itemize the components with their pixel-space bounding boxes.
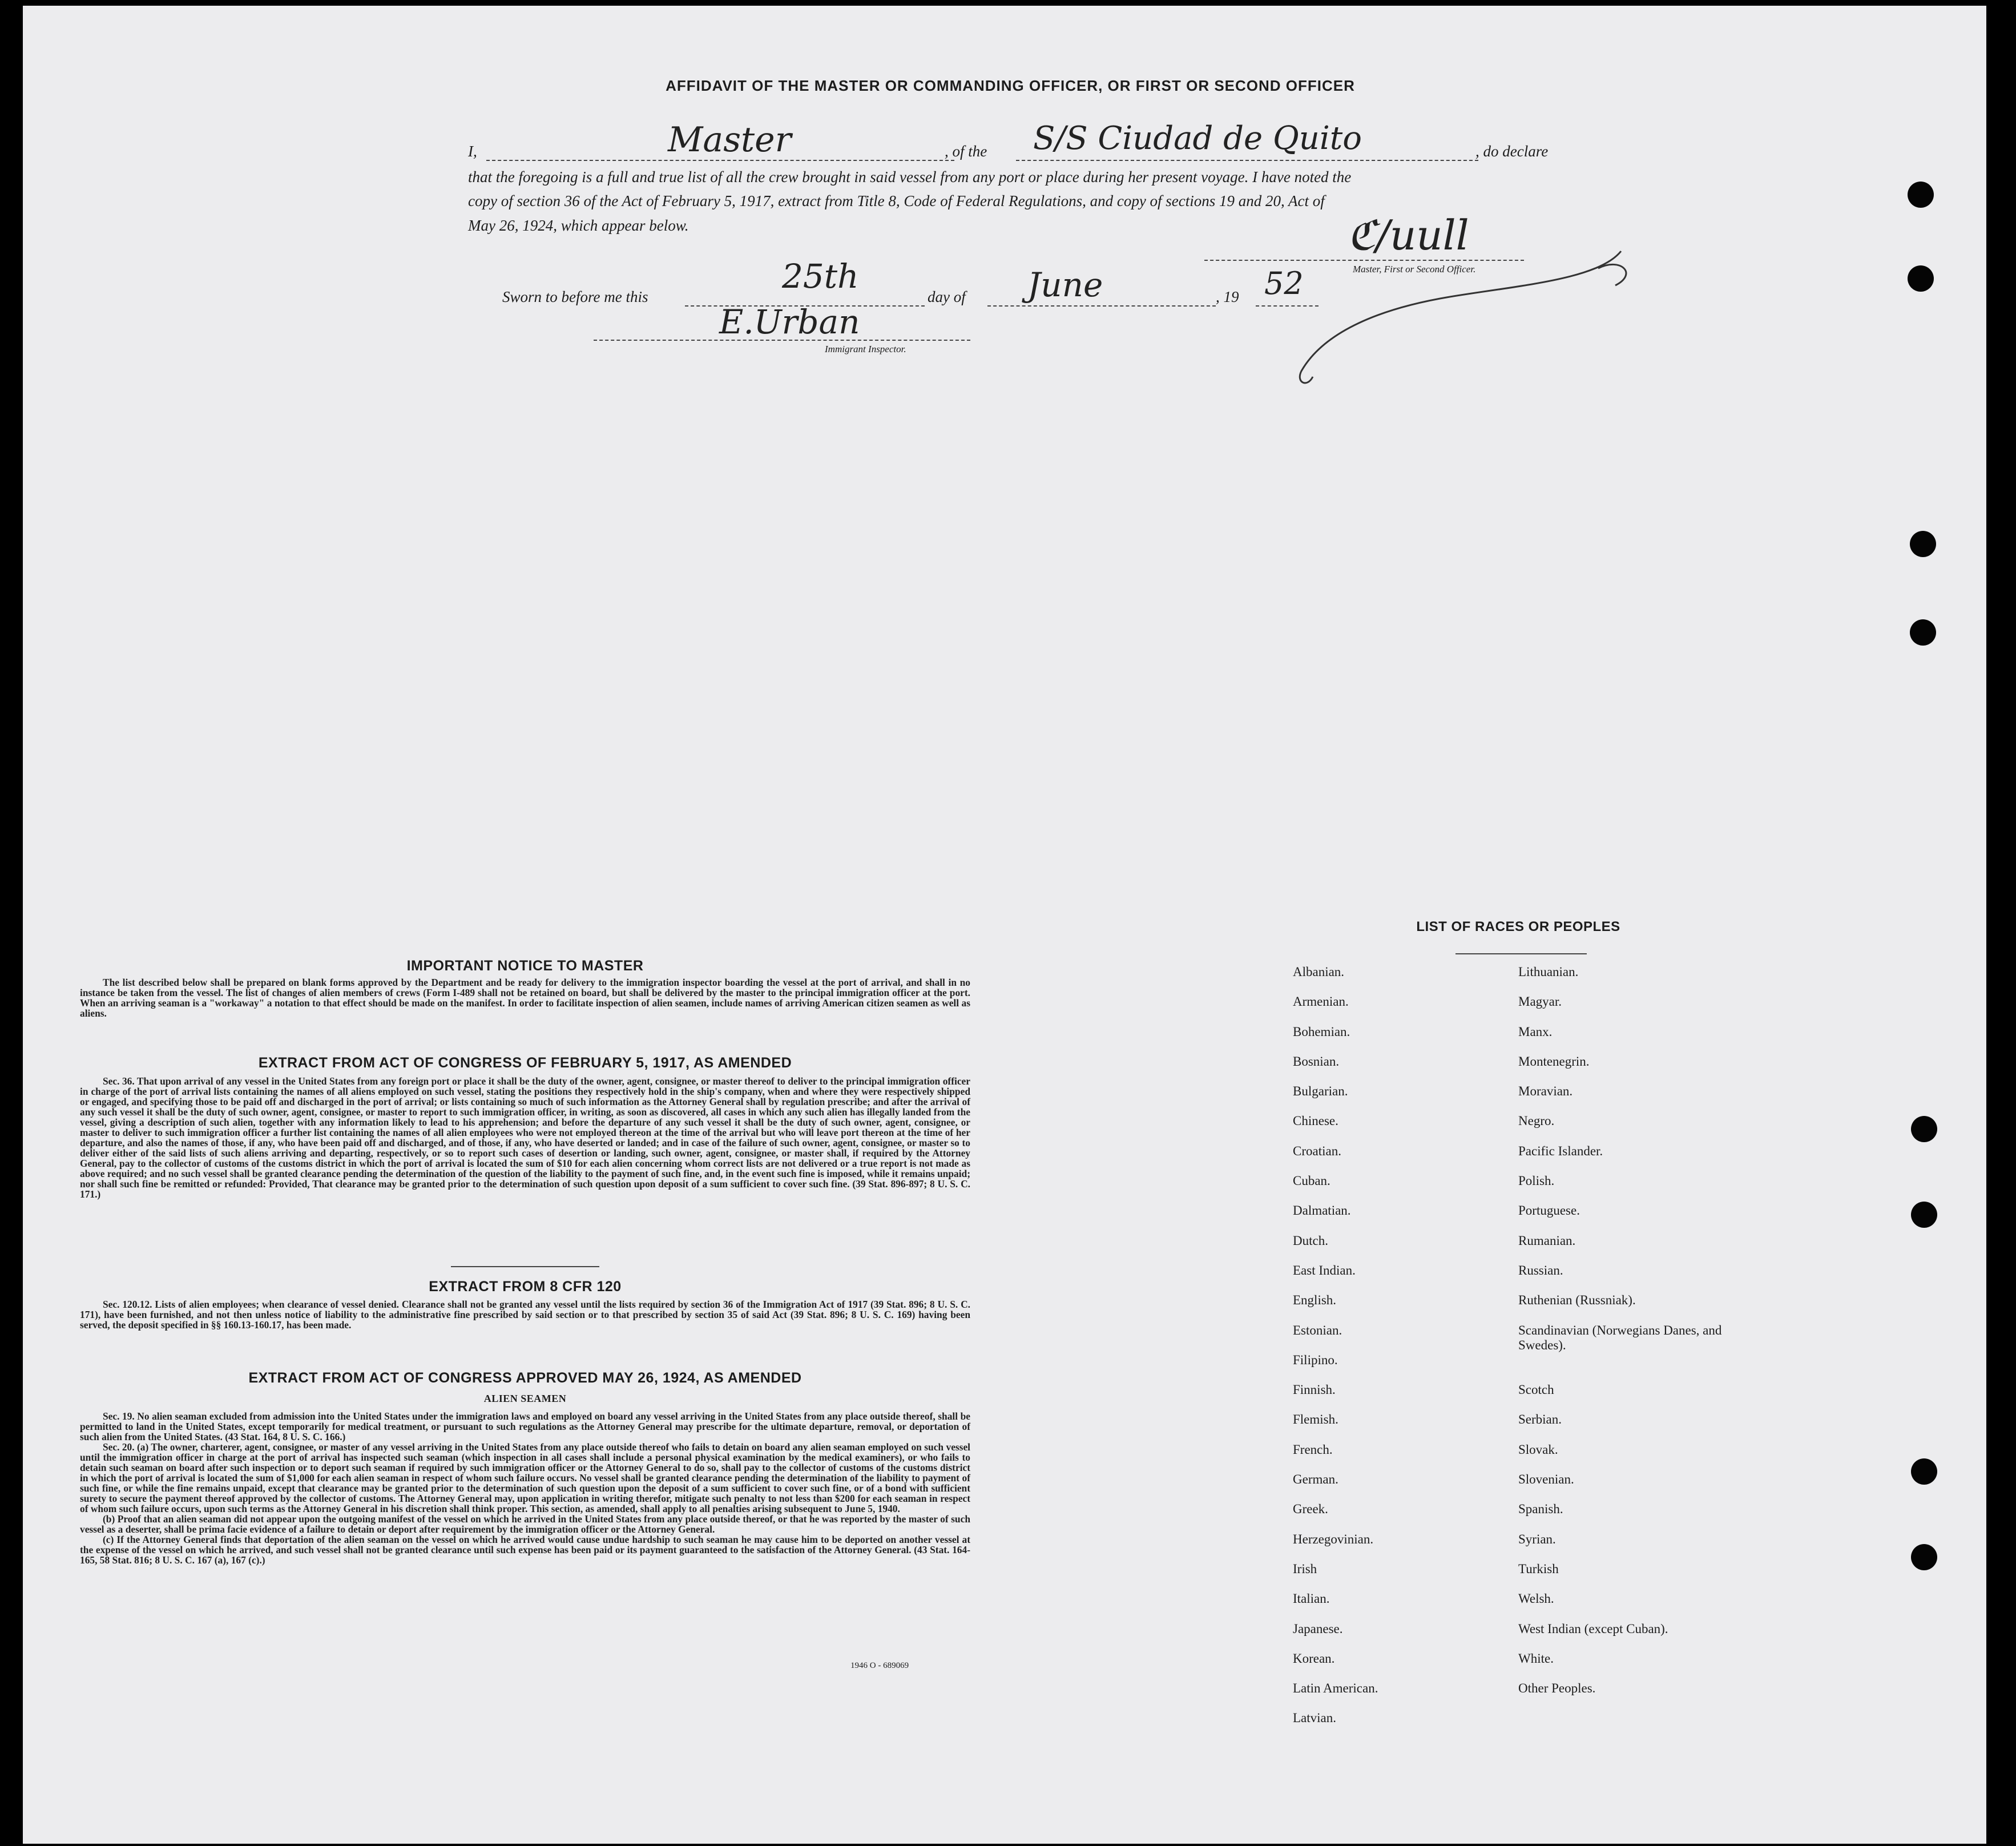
sec-20a-paragraph: Sec. 20. (a) The owner, charterer, agent, consignee, or master of any vessel arriving in the United States from any place outside thereof who fails to detain on board any alien seaman employed on such vessel until the immigration officer in charge at the port of arrival has inspected such seaman (which inspection in all cases shall include a personal physical examination by the medical examiners), or who fails to detain such seaman on board after such inspection or to deport such seaman if required by such immigration officer or the Attorney General to do so, shall pay to the collector of customs of the customs district in which the port of arrival is located the sum of $1,000 for each alien seaman in respect of whom such failure occurs. No vessel shall be granted clearance pending the determination of the liability to payment of such fine, or while the fine remains unpaid, except that clearance may be granted prior to the determination of such question upon the deposit of a sum sufficient to cover such fine, or of a bond with sufficient surety to secure the payment thereof approved by the collector of customs. The Attorney General may, upon application in writing therefor, mitigate such penalty to not less than $200 for each seaman in respect of whom such failure occurs, upon such terms as the Attorney General in his discretion shall think proper. This section, as amended, shall apply to all penalties arising subsequent to June 5, 1940.	[80, 1441, 970, 1514]
punch-hole	[1911, 1544, 1937, 1570]
alien-seamen-subtitle: ALIEN SEAMEN	[483, 1393, 567, 1404]
sworn-day-of: day of	[928, 288, 966, 305]
race-item: Serbian.	[1518, 1412, 1562, 1427]
race-item: German.	[1293, 1472, 1338, 1487]
race-item: Magyar.	[1518, 994, 1562, 1009]
race-item: Albanian.	[1293, 965, 1345, 979]
race-item: Scandinavian (Norwegians Danes, and Swedes).	[1518, 1323, 1722, 1352]
race-item: Latin American.	[1293, 1681, 1378, 1696]
sworn-year-prefix: , 19	[1216, 288, 1239, 305]
race-item: Bulgarian.	[1293, 1084, 1348, 1099]
race-item: Slovenian.	[1518, 1472, 1574, 1487]
extract-cfr-paragraph: Sec. 120.12. Lists of alien employees; when clearance of vessel denied. Clearance shall not be granted any vessel until the lists required by section 36 of the Immigration Act of 1917 (39 Stat. 896; 8 U. S. C. 171), have been furnished, and not then unless notice of liability to the administrative fine prescribed by said section or to that prescribed by section 35 of said Act (39 Stat. 896; 8 U. S. C. 169) having been served, the deposit specified in §§ 160.13-160.17, has been made.	[80, 1299, 970, 1331]
punch-hole	[1908, 265, 1934, 292]
extract-1917-title: EXTRACT FROM ACT OF CONGRESS OF FEBRUARY 5, 1917, AS AMENDED	[258, 1055, 792, 1071]
declaration-line-4: May 26, 1924, which appear below.	[468, 217, 689, 234]
race-item: West Indian (except Cuban).	[1518, 1621, 1668, 1636]
race-item: Rumanian.	[1518, 1233, 1576, 1248]
sec-20b-paragraph: (b) Proof that an alien seaman did not appear upon the outgoing manifest of the vessel on which he arrived in the United States from any place outside thereof, or that he was reported by the master of such vessel as a deserter, shall be prima facie evidence of a failure to detain or deport after requirement by the immigration officer or the Attorney General.	[80, 1513, 970, 1535]
race-item: Flemish.	[1293, 1412, 1338, 1427]
race-item: Slovak.	[1518, 1442, 1558, 1457]
race-item: Bohemian.	[1293, 1024, 1350, 1039]
notice-text	[80, 977, 970, 1018]
punch-hole	[1908, 182, 1934, 208]
master-signature: ℭ/uull	[1347, 211, 1469, 259]
signature-flourish	[1279, 234, 1644, 394]
punch-hole	[1911, 1116, 1937, 1142]
extract-1917-text	[80, 1076, 970, 1199]
race-item: Armenian.	[1293, 994, 1349, 1009]
vessel-name-handwriting: S/S Ciudad de Quito	[1033, 120, 1362, 157]
race-item: Finnish.	[1293, 1383, 1336, 1397]
race-item: Latvian.	[1293, 1711, 1336, 1726]
race-item: Lithuanian.	[1518, 965, 1579, 979]
sworn-year-handwriting: 52	[1264, 265, 1304, 301]
race-item: Scotch	[1518, 1383, 1554, 1397]
extract-cfr-title: EXTRACT FROM 8 CFR 120	[429, 1279, 622, 1295]
race-item: Syrian.	[1518, 1531, 1556, 1546]
sworn-prefix: Sworn to before me this	[502, 288, 648, 305]
notice-title: IMPORTANT NOTICE TO MASTER	[406, 958, 644, 974]
inspector-signature: E.Urban	[719, 303, 860, 341]
race-item	[1518, 1353, 1804, 1383]
extract-cfr-text	[80, 1299, 970, 1330]
races-right-column	[1518, 965, 1804, 1711]
officer-signature-line	[1204, 260, 1524, 261]
document-page	[23, 6, 1986, 1844]
race-item: Herzegovinian.	[1293, 1531, 1374, 1546]
name-field-line	[486, 160, 954, 161]
race-item: French.	[1293, 1442, 1333, 1457]
race-item: Portuguese.	[1518, 1203, 1580, 1218]
sworn-month-line	[987, 305, 1216, 307]
race-item: Manx.	[1518, 1024, 1553, 1039]
race-item: Other Peoples.	[1518, 1681, 1596, 1696]
notice-paragraph: The list described below shall be prepared on blank forms approved by the Department and be ready for delivery to the immigration inspector boarding the vessel at the port of arrival, and shall in no instance be taken from the vessel. The list of changes of alien members of crews (Form I-489 shall not be retained on board, but shall be delivered by the master to the principal immigration officer at the port. When an arriving seaman is a "workaway" a notation to that effect should be made on the manifest. In order to facilitate inspection of alien seamen, include names of arriving American citizen seamen as well as aliens.	[80, 977, 970, 1019]
officer-signature-label: Master, First or Second Officer.	[1353, 264, 1476, 275]
race-item: Chinese.	[1293, 1114, 1338, 1128]
race-item: Bosnian.	[1293, 1054, 1340, 1069]
race-item: White.	[1518, 1651, 1554, 1666]
declaration-prefix: I,	[468, 143, 477, 160]
sworn-month-handwriting: June	[1027, 265, 1103, 304]
race-item: Pacific Islander.	[1518, 1143, 1603, 1158]
race-item: Russian.	[1518, 1263, 1563, 1277]
sec-19-paragraph: Sec. 19. No alien seaman excluded from admission into the United States under the immigration laws and employed on board any vessel arriving in the United States from any place outside thereof, shall be permitted to land in the United States, except temporarily for medical treatment, or pursuant to such regulations as the Attorney General may prescribe for the ultimate departure, removal, or deportation of such alien from the United States. (43 Stat. 164, 8 U. S. C. 166.)	[80, 1410, 970, 1442]
races-list-title: LIST OF RACES OR PEOPLES	[1416, 919, 1620, 934]
race-item: Polish.	[1518, 1174, 1555, 1188]
race-item: Negro.	[1518, 1114, 1555, 1128]
punch-hole	[1910, 619, 1936, 646]
sec-20c-paragraph: (c) If the Attorney General finds that deportation of the alien seaman on the vessel on which he arrived would cause undue hardship to such seaman he may cause him to be deported on another vessel at the expense of the vessel on which he arrived, and such vessel shall not be granted clearance until such expense has been paid or its payment guaranteed to the satisfaction of the Attorney General. (43 Stat. 164-165, 58 Stat. 816; 8 U. S. C. 167 (a), 167 (c).)	[80, 1534, 970, 1566]
declaration-mid: , of the	[945, 143, 987, 160]
inspector-label: Immigrant Inspector.	[825, 344, 906, 354]
punch-hole	[1910, 531, 1936, 557]
race-item: Spanish.	[1518, 1502, 1563, 1517]
race-item: English.	[1293, 1293, 1337, 1308]
extract-1924-text	[80, 1411, 970, 1565]
section-divider	[451, 1266, 599, 1267]
race-item: Croatian.	[1293, 1143, 1341, 1158]
race-item: Cuban.	[1293, 1174, 1330, 1188]
inspector-signature-line	[594, 340, 970, 341]
race-item: Montenegrin.	[1518, 1054, 1590, 1069]
races-left-column	[1293, 965, 1533, 1741]
race-item: Moravian.	[1518, 1084, 1573, 1099]
race-item: East Indian.	[1293, 1263, 1356, 1277]
race-item: Irish	[1293, 1561, 1317, 1576]
race-item: Welsh.	[1518, 1591, 1554, 1606]
punch-hole	[1911, 1458, 1937, 1485]
punch-hole	[1911, 1202, 1937, 1228]
race-item: Turkish	[1518, 1561, 1559, 1576]
race-item: Korean.	[1293, 1651, 1335, 1666]
extract-1917-paragraph: Sec. 36. That upon arrival of any vessel in the United States from any foreign port or place it shall be the duty of the owner, agent, consignee, or master thereof to deliver to the principal immigration officer in charge of the port of arrival lists containing the names of all aliens employed on such vessel, stating the positions they respectively hold in the ship's company, when and where they were respectively shipped or engaged, and specifying those to be paid off and discharged in the port of arrival; or lists containing so much of such information as the Attorney General shall by regulation prescribe; and after the arrival of any such vessel it shall be the duty of such owner, agent, consignee, or master to report to such immigration officer, in writing, as soon as discovered, all cases in which any such alien has illegally landed from the vessel, giving a description of such alien, together with any information likely to lead to his apprehension; and before the departure of any such vessel it shall be the duty of such owner, agent, consignee, or master to deliver to such immigration officer a further list containing the names of all alien employees who were not employed thereon at the time of the arrival but who will leave port thereon at the time of her departure, and also the names of those, if any, who have been paid off and discharged, and of those, if any, who have deserted or landed; and in case of the failure of such owner, agent, consignee, or master so to deliver either of the said lists of such aliens arriving and departing, respectively, or so to report such cases of desertion or landing, such owner, agent, consignee, or master shall, if required by the Attorney General, pay to the collector of customs of the customs district in which the port of arrival is located the sum of $10 for each alien concerning whom correct lists are not delivered or a true report is not made as above required; and no such vessel shall be granted clearance pending the determination of the question of the liability to the payment of such fine, and, in the event such fine is imposed, while it remains unpaid; nor shall such fine be remitted or refunded: Provided, That clearance may be granted prior to the determination of such question upon deposit of a sum sufficient to cover such fine. (39 Stat. 896-897; 8 U. S. C. 171.)	[80, 1075, 970, 1200]
declaration-suffix: , do declare	[1475, 143, 1549, 160]
race-item: Dutch.	[1293, 1233, 1328, 1248]
printer-code: 1946 O - 689069	[850, 1661, 909, 1670]
race-item: Greek.	[1293, 1502, 1328, 1517]
race-item: Dalmatian.	[1293, 1203, 1351, 1218]
sworn-day-handwriting: 25th	[782, 257, 859, 296]
sworn-year-line	[1256, 305, 1319, 307]
race-item: Estonian.	[1293, 1323, 1342, 1337]
race-item: Filipino.	[1293, 1352, 1338, 1367]
vessel-field-line	[1016, 160, 1478, 161]
race-item: Ruthenian (Russniak).	[1518, 1293, 1636, 1308]
declaration-line-3: copy of section 36 of the Act of February 5, 1917, extract from Title 8, Code of Federal Regulations, and copy of sections 19 and 20, Act of	[468, 192, 1325, 209]
extract-1924-title: EXTRACT FROM ACT OF CONGRESS APPROVED MAY 26, 1924, AS AMENDED	[248, 1370, 802, 1386]
declaration-line-2: that the foregoing is a full and true list of all the crew brought in said vessel from any port or place during her present voyage. I have noted the	[468, 168, 1352, 186]
races-title-underline	[1455, 953, 1587, 954]
race-item: Italian.	[1293, 1591, 1330, 1606]
master-name-handwriting: Master	[668, 120, 792, 160]
affidavit-title: AFFIDAVIT OF THE MASTER OR COMMANDING OFFICER, OR FIRST OR SECOND OFFICER	[666, 77, 1355, 94]
race-item: Japanese.	[1293, 1621, 1343, 1636]
